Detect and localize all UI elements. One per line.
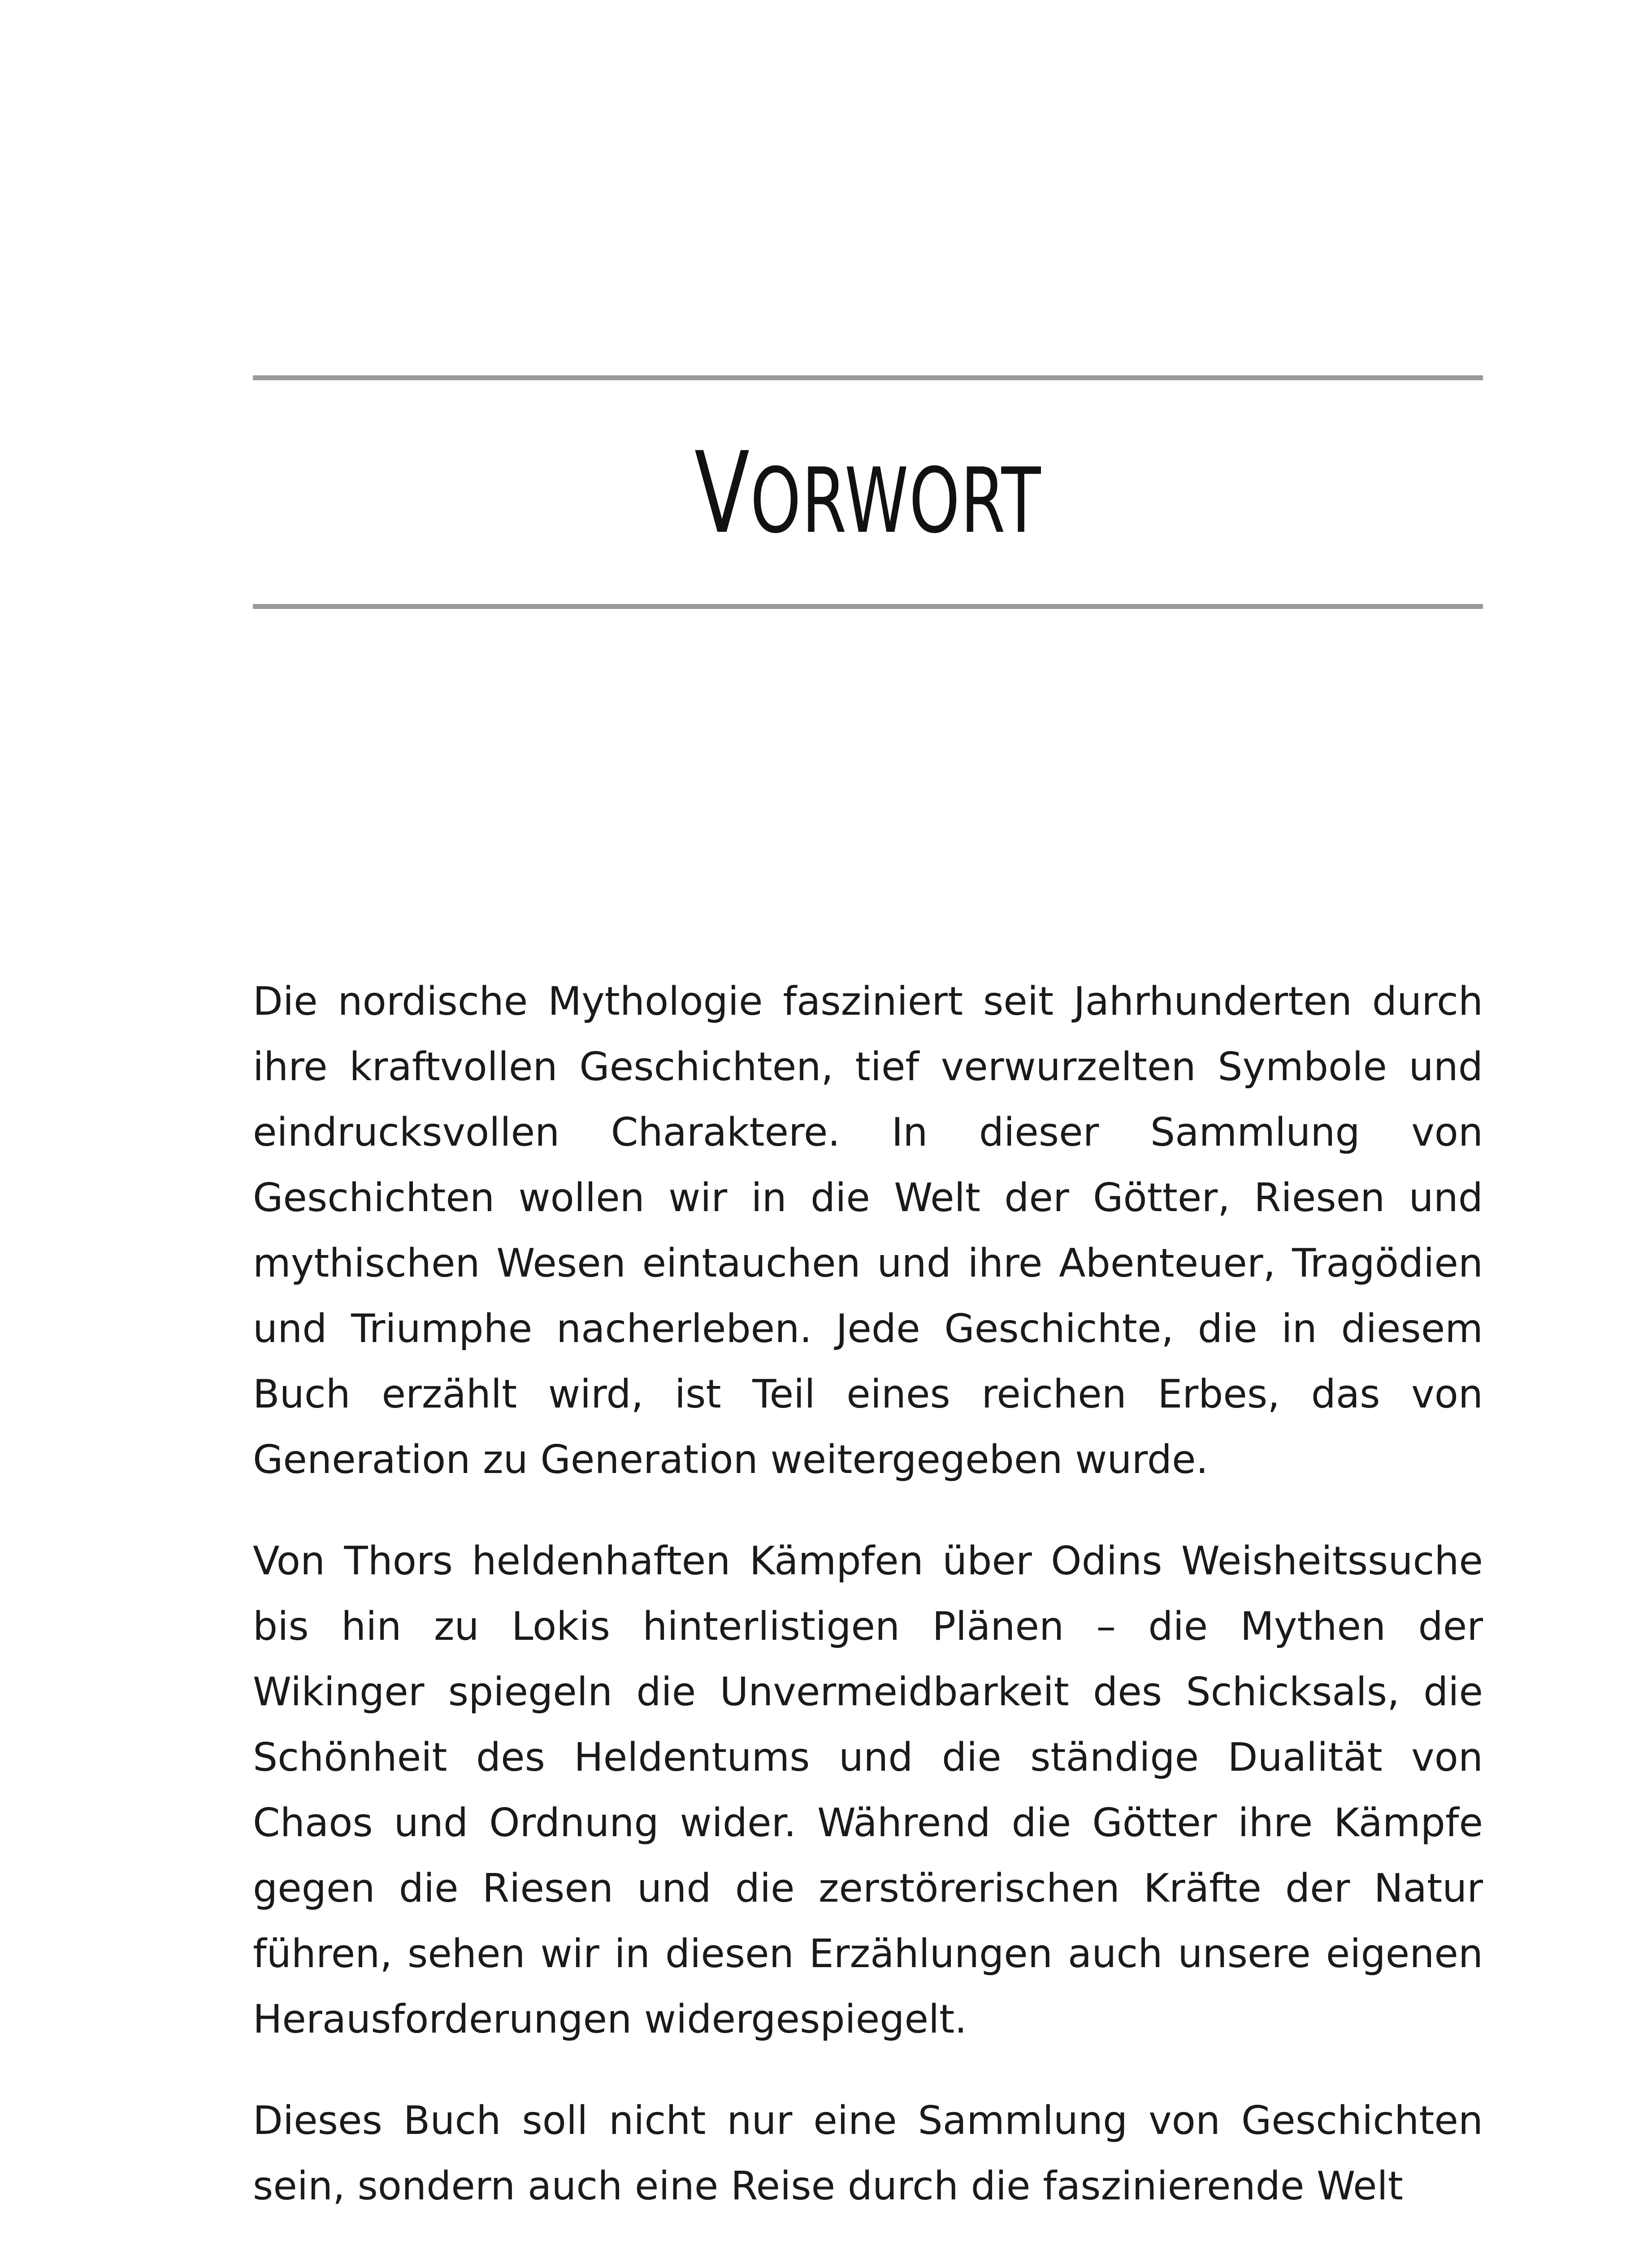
paragraph-2: Von Thors heldenhaften Kämpfen über Odins Weisheitssuche bis hin zu Lokis hinterlistigen Plänen – die Mythen der Wikinger spiegeln die Unvermeidbarkeit des Schicksals, die Schönheit des Heldentums und die ständige Dualität von Chaos und Ordnung wider. Während die Götter ihre Kämpfe gegen die Riesen und die zerstörerischen Kräfte der Natur führen, sehen wir in diesen Erzählungen auch unsere eigenen Herausforderungen widergespiegelt.: [253, 1538, 1483, 2042]
paragraph-1: Die nordische Mythologie fasziniert seit Jahrhunderten durch ihre kraftvollen Geschichten, tief verwurzelten Symbole und eindrucksvollen Charaktere. In dieser Sammlung von Geschichten wollen wir in die Welt der Götter, Riesen und mythischen Wesen eintauchen und ihre Abenteuer, Tragödien und Triumphe nacherleben. Jede Geschichte, die in diesem Buch erzählt wird, ist Teil eines reichen Erbes, das von Generation zu Generation weitergegeben wurde.: [253, 978, 1483, 1482]
chapter-title-initial: V: [694, 428, 750, 558]
chapter-title: [425, 426, 1311, 569]
body-text: [253, 969, 1483, 2242]
title-rule-bottom: [253, 604, 1483, 609]
title-rule-top: [253, 375, 1483, 380]
chapter-title-rest: ORWORT: [750, 449, 1042, 553]
paragraph-3: Dieses Buch soll nicht nur eine Sammlung von Geschichten sein, sondern auch eine Reise durch die faszinierende Welt: [253, 2098, 1483, 2209]
